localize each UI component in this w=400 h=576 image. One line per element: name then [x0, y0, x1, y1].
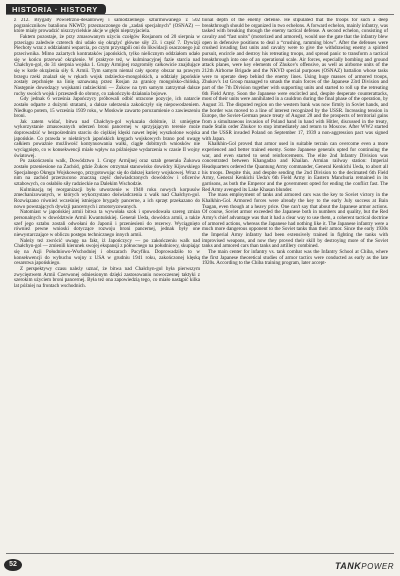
- paragraph: Natomiast w japońskiej armii bitwa ta wywołała szok i spowodowała szereg zmian personalnych w dowództwie Armii Kwantuńskiej. Generał Ueda, dowódca armii, a także szef jego sztabu zostali odwołani do Japonii i przeniesieni do rezerwy. Wyciągnięto również pewne wnioski dotyczące rozwoju broni pancernej, jednak były one niewystarczające w obliczu postępu technicznego innych armii.: [14, 209, 200, 238]
- paragraph: tional depth of the enemy defense. He stipulated that the troops for such a deep breakthrough should be organized in two echelons. A forward echelon, mainly infantry, was tasked with breaking through the enemy tactical defense. A second echelon, consisting of cavalry and “fast units” (motorized and armored), would use the gate that the infantry blew open in defensive positions to deal a “crushing, ramming blow”. After the defenses were crushed invading fast units and cavalry were to give the withdrawing enemy a spirited pursuit, encircle and destroy his retreating troops, and spread panic to transform a tactical breakthrough into one of an operational scale. Air forces, especially bombing and ground attack planes, were key elements of Zhukov's offensive, as well as airborne units of the 212th Airborne Brigade and the NKVD special purposes (OSNAZ) battalion whose tasks were to operate deep behind the enemy lines. Using huge masses of armored troops, Zhukov's 1st Group managed to smash the main forces of the Japanese 23rd Division and part of the 7th Division together with supporting units and started to roll up the retreating 6th Field Army. Soon the Japanese were encircled and, despite desperate counterattacks, most of their units were annihilated in a cauldron during the final phase of the operation, by August 31. The disputed region on the western bank was now firmly in Soviet hands, and the border was moved to a line of interest recognized by the USSR. Increasing tension in Europe, the Soviet-German peace treaty of August 28 and the prospects of territorial gains from a simultaneous invasion of Poland hand in hand with Hitler, discussed in the treaty, made Stalin order Zhukov to stop immediately and return to Moscow. After WW2 started and the USSR invaded Poland on September 17, 1939 a non-aggression pact was signed with Japan.: [202, 18, 388, 142]
- paragraph: Po zakończeniu walk, Dowództwo 1. Grupy Armijnej oraz sztab generała Żukowa zostało przeniesione na Zachód, gdzie Żukow otrzymał stanowisko dowódcy Kijowskiego Specjalnego Okręgu Wojskowego, przygotowując się do dalszej kariery wojskowej. Wraz z nim na zachód przerzucono znaczną część doświadczonych dowódców i oficerów sztabowych, co osłabiło siły radzieckie na Dalekim Wschodzie.: [14, 158, 200, 188]
- paragraph: Khalkhin-Gol proved that armor used in suitable terrain can overcome even a more experienced and better trained enemy. Some Japanese generals opted for continuing the war, and even started to send reinforcements. The elite 2nd Infantry Division was concentrated between Khangadzo and Khailan. Armian railway station: Imperial Headquarters ordered the Quantung Army commander, General Kenkichi Ueda, to abort all his troops. Despite this, and despite sending the 2nd Division to the decimated 6th Field Army, General Kenkichi Ueda's 6th Field Army in Eastern Manchuria remained in its garrisons, as both the Emperor and the government opted for ending the conflict fast. The Red Army avenged its Lake Khasan blunder.: [202, 141, 388, 193]
- right-column-english: [202, 18, 388, 532]
- paragraph: Gdy jednak 6 września Japończycy próbowali odbić utracone pozycje, ich natarcie zostało odparte z dużymi stratami, a dalsze uderzenia zakończyły się niepowodzeniem. Niedługo potem, 15 września 1939 roku, w Moskwie zawarto porozumienie o zawieszeniu broni.: [14, 96, 200, 120]
- paragraph: Faktem pozostaje, że przy zmasowanym użyciu czołgów Rosjanom od 20 sierpnia w przeciągu zaledwie czterech dni udało się okrążyć główne siły 23. i część 7. Dywizji Piechoty wraz z oddziałami wsparcia, po czym przystąpili oni do likwidacji osaczonego już przeciwnika. Mimo zażartych kontrataków japońskich, tylko nielicznym oddziałom udało się w końcu przerwać okrążenie. W praktyce też, w kulminacyjnej fazie starcia nad Chałchyn-gol, do 31 sierpnia wojska 1. Grupy Armijnej rozgromiły całkowicie znajdujące się w kotle okrążenia siły 6. Armii. Tym samym niemal cały sporny obszar na prawym brzegu rzeki znalazł się w rękach wojsk radziecko-mongolskich, a oddziały japońskie zostały zepchnięte na linię uznawaną przez Rosjan za granicę mongolsko-chińską. Następnie dowodzący wojskami radzieckimi — Żukow na tym samym zatrzymał dalsze ruchy swoich wojsk i przeszedł do obrony, co zakończyło działania bojowe.: [14, 33, 200, 97]
- logo-power: POWER: [361, 562, 394, 571]
- paragraph: Jak zatem widać, bitwa nad Chałchyn-gol wykazała dobitnie, iż umiejętne wykorzystanie zmasowanych uderzeń broni pancernej w sprzyjającym terenie może doprowadzić w bezpośrednim starciu do ciężkiej klęski nawet lepiej wyszkolone wojska japońskie. Co prawda w niektórych japońskich kręgach wojskowych brano pod uwagę całkiem poważnie możliwość kontynuowania walki, ciągłe dobitnych wniosków nie wyciągnięto, co w konsekwencji miało wpływ na późniejsze wydarzenia w czasie II wojny światowej.: [14, 118, 200, 159]
- section-header: HISTORIA · HISTORY: [6, 4, 106, 15]
- tankpower-logo: [335, 561, 394, 571]
- paragraph: z 212. Brygady Powietrzno-desantowej i samodzielnego szturmowanego z 502 pogranicznikow batalionu NKWD; przeznaczonego do „zadań specjalnych” (OSNAZ) — które miały prowadzić niszczycielskie akcje w głębi nieprzyjaciela.: [14, 18, 200, 35]
- paragraph: The mass employment of tanks and armored cars was the key to Soviet victory in the Khalkhin-Gol. Armored forces were already the key to the early July success at Bain Tsagan, even though at a heavy price. One can't say that about the Japanese armor actions. Of course, Soviet armor exceeded the Japanese both in numbers and quality, but the Red Army's chief advantage was that it had a clear way to use them, a coherent tactical doctrine of armored actions, whereas the Japanese had nothing like it. The Japanese infantry were a much more dangerous opponent to the Soviet tanks than their armor. Since the early 1930s the Imperial Army infantry had been extensively trained in fighting the tanks with improvised weapons, and now they proved their skill by destroying more of the Soviet tanks and armored cars than tanks and artillery combined.: [202, 192, 388, 250]
- header-rule: [6, 14, 394, 15]
- logo-tank: TANK: [334, 561, 362, 571]
- paragraph: The main center for infantry vs. tank combat was the Infantry School at Chiba, where the first Japanese theoretical studies of armor tactics were conducted as early as the late 1920s. According to the Chiba training program, later accept-: [202, 248, 388, 267]
- footer-rule: [6, 553, 394, 554]
- page-number: 52: [4, 559, 22, 571]
- left-column-polish: [14, 18, 200, 532]
- paragraph: Kulminacją tej reorganizacji było utworzenie w 1940 roku nowych korpusów zmechanizowanych, w których wykorzystano doświadczenia z walk nad Chałchyn-gol. Rozwiązano również wcześniej istniejące brygady pancerne, a ich sprzęt przekazano do nowo powstających dywizji pancernych i zmotoryzowanych.: [14, 186, 200, 210]
- paragraph: Z perspektywy czasu należy uznać, że bitwa nad Chałchyn-gol była pierwszym zwycięstwem Armii Czerwonej odniesionym dzięki zastosowaniu nowoczesnej taktyki z szerokim użyciem broni pancernej. Była też ona zapowiedzią tego, co miało nastąpić kilka lat później na frontach wschodnich.: [14, 265, 200, 289]
- paragraph: Należy też zwrócić uwagę na fakt, iż Japończycy — po zakończeniu walk nad Chałchyn-gol — zmienili kierunek swojej ekspansji z północnego na południowy, skupiając się na Azji Południowo-Wschodniej i obszarach Pacyfiku. Doprowadziło to w konsekwencji do wybuchu wojny z USA w grudniu 1941 roku, zakończonej klęską cesarstwa japońskiego.: [14, 237, 200, 267]
